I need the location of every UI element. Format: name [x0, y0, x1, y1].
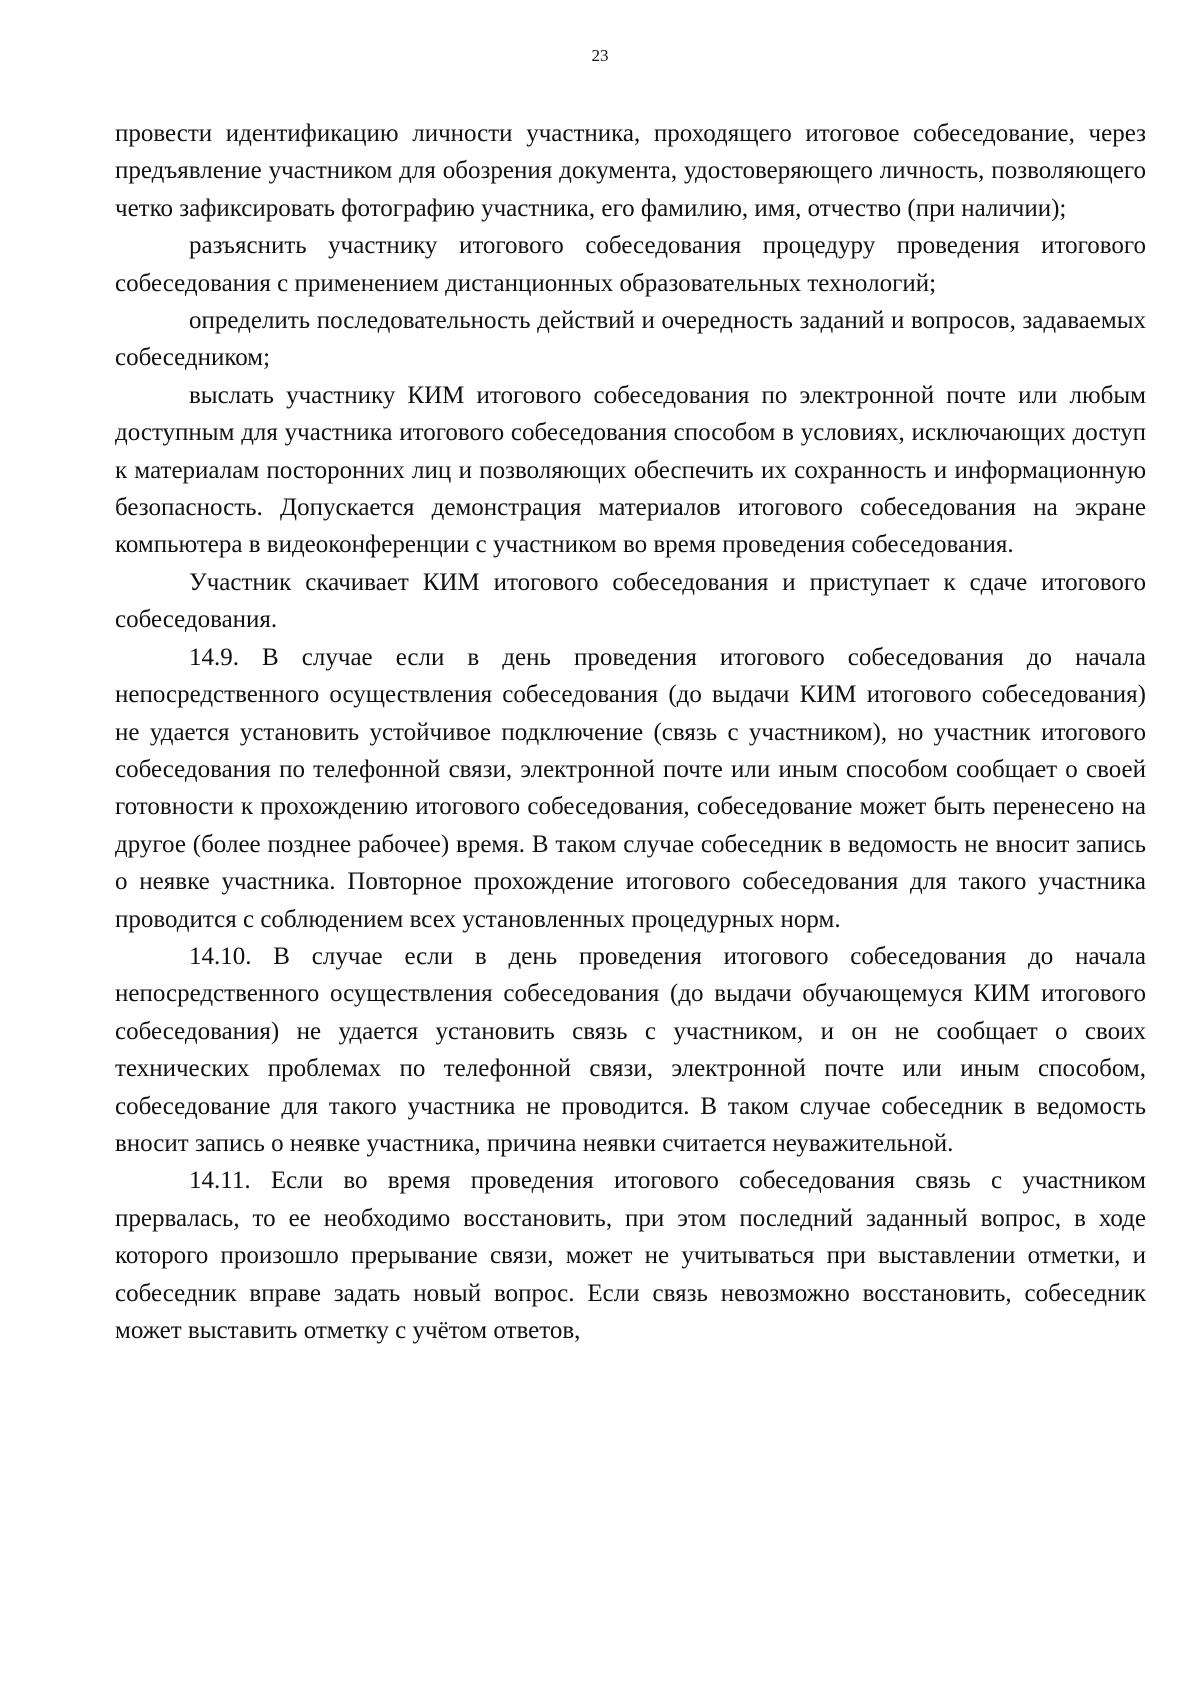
paragraph-send-kim: выслать участнику КИМ итогового собеседования по электронной почте или любым доступным для участника итогового собеседования способом в условиях, исключающих доступ к материалам посторонних лиц и позволяющих обеспечить их сохранность и информационную безопасность. Допускается демонстрация материалов итогового собеседования на экране компьютера в видеоконференции с участником во время проведения собеседования. — [115, 381, 1146, 559]
paragraph-14-9: 14.9. В случае если в день проведения итогового собеседования до начала непосредственного осуществления собеседования (до выдачи КИМ итогового собеседования) не удается установить устойчивое подключение (связь с участником), но участник итогового собеседования по телефонной связи, электронной почте или иным способом сообщает о своей готовности к прохождению итогового собеседования, собеседование может быть перенесено на другое (более позднее рабочее) время. В таком случае собеседник в ведомость не вносит запись о неявке участника. Повторное прохождение итогового собеседования для такого участника проводится с соблюдением всех установленных процедурных норм. — [115, 643, 1146, 933]
paragraph-participant-downloads: Участник скачивает КИМ итогового собеседования и приступает к сдаче итогового собеседования. — [115, 568, 1146, 634]
paragraph-sequence: определить последовательность действий и очередность заданий и вопросов, задаваемых собеседником; — [115, 307, 1146, 372]
paragraph-identification: провести идентификацию личности участника, проходящего итоговое собеседование, через предъявление участником для обозрения документа, удостоверяющего личность, позволяющего четко зафиксировать фотографию участника, его фамилию, имя, отчество (при наличии); — [115, 120, 1146, 222]
paragraph-explain-procedure: разъяснить участнику итогового собеседования процедуру проведения итогового собеседования с применением дистанционных образовательных технологий; — [115, 232, 1146, 297]
paragraph-14-11: 14.11. Если во время проведения итогового собеседования связь с участником прервалась, то ее необходимо восстановить, при этом последний заданный вопрос, в ходе которого произошло прерывание связи, может не учитываться при выставлении отметки, и собеседник вправе задать новый вопрос. Если связь невозможно восстановить, собеседник может выставить отметку с учётом ответов, — [115, 1167, 1146, 1344]
paragraph-14-10: 14.10. В случае если в день проведения итогового собеседования до начала непосредственного осуществления собеседования (до выдачи обучающемуся КИМ итогового собеседования) не удается установить связь с участником, и он не сообщает о своих технических проблемах по телефонной связи, электронной почте или иным способом, собеседование для такого участника не проводится. В таком случае собеседник в ведомость вносит запись о неявке участника, причина неявки считается неуважительной. — [115, 942, 1146, 1157]
page-number: 23 — [591, 46, 609, 65]
document-body — [115, 115, 1146, 1349]
